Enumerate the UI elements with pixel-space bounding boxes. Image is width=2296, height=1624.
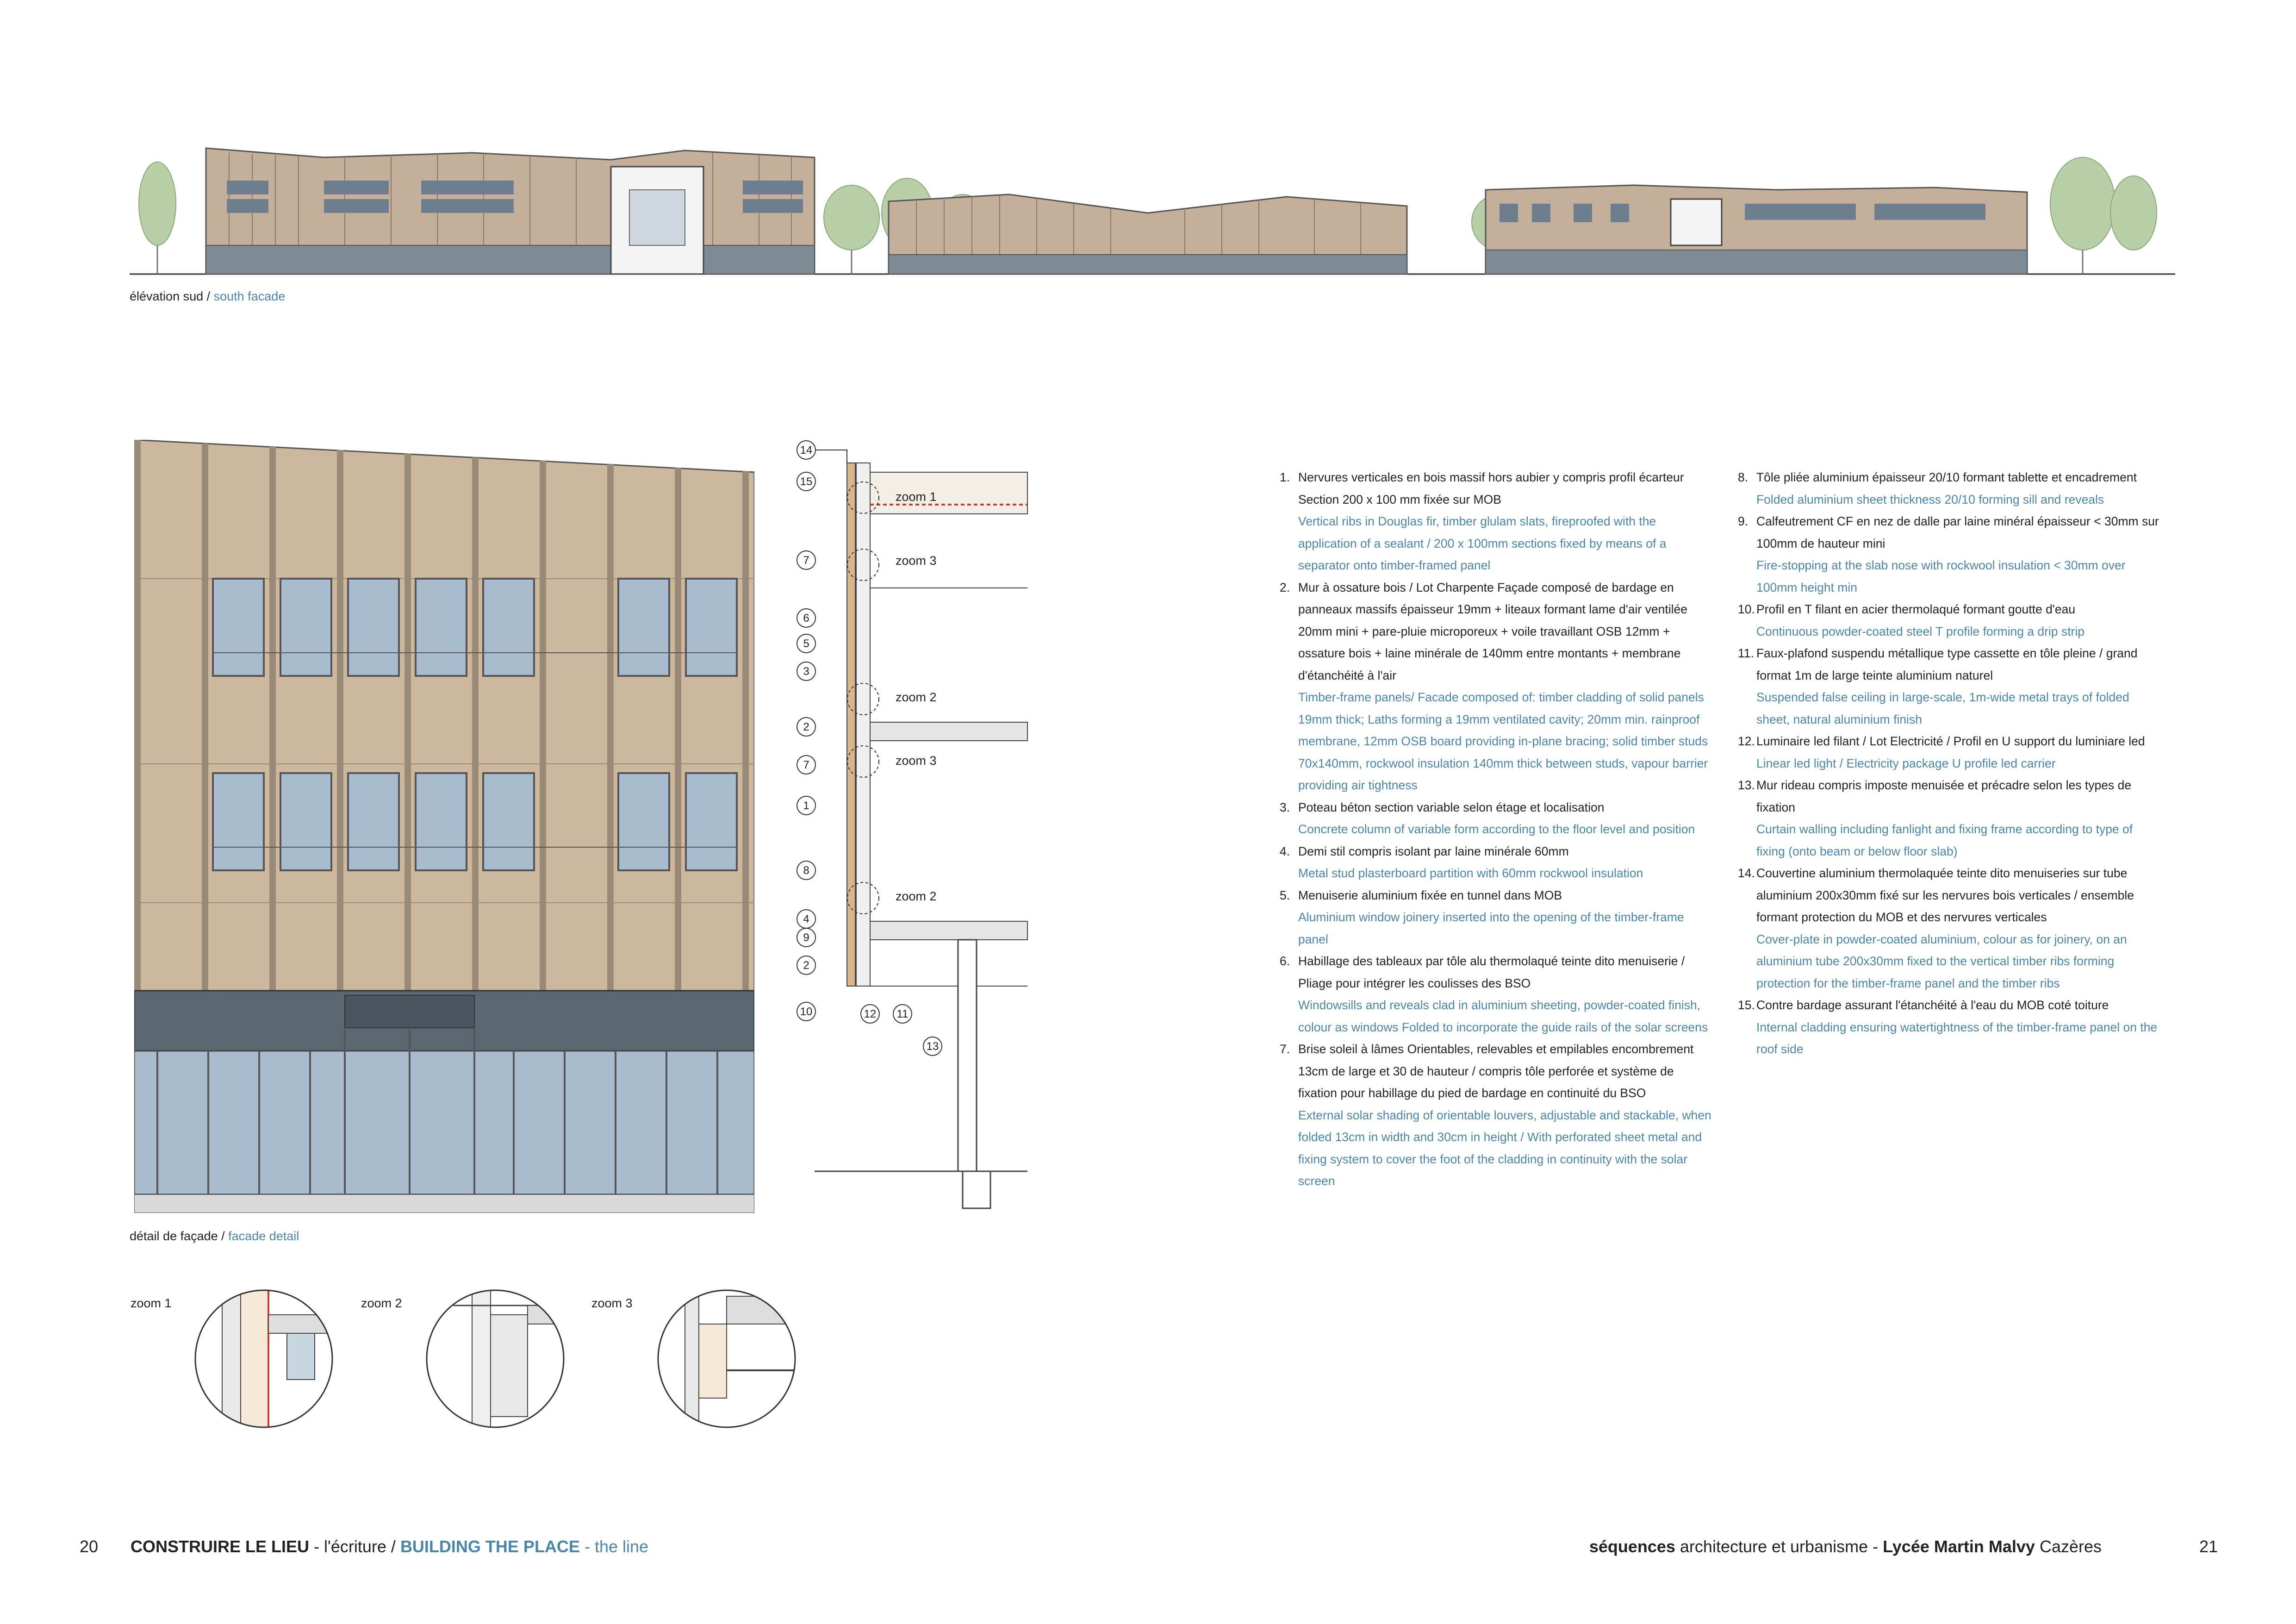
legend-item-10: 10. Profil en T filant en acier thermolaqué formant goutte d'eau Continuous powder-coated steel T profile forming a drip strip: [1738, 602, 2085, 638]
callout-9: 9: [803, 931, 809, 944]
legend-item-1: 1. Nervures verticales en bois massif hors aubier y compris profil écarteur Section 200 x 100 mm fixée sur MOB Vertical ribs in Douglas fir, timber glulam slats, fireproofed with the application of a sealant / 200 x 100mm sections fixed by means of a separator onto timber-framed panel: [1280, 470, 1684, 572]
south-elevation-drawing: [130, 139, 2175, 278]
legend-item-13: 13. Mur rideau compris imposte menuisée et précadre selon les types de fixation Curtain walling including fanlight and fixing frame according to type of fixing (onto beam or below floor slab): [1738, 778, 2133, 858]
callout-3: 3: [803, 665, 809, 678]
callout-7a: 7: [803, 554, 809, 567]
page-number-left: 20: [80, 1537, 99, 1556]
legend-right: [1738, 467, 2164, 1061]
legend-item-5: 5. Menuiserie aluminium fixée en tunnel dans MOB Aluminium window joinery inserted into the opening of the timber-frame panel: [1280, 888, 1684, 946]
footer-title-en-rest: - the line: [579, 1537, 649, 1556]
zoom-tag-3a: zoom 3: [896, 554, 937, 568]
legend-item-9: 9. Calfeutrement CF en nez de dalle par laine minéral épaisseur < 30mm sur 100mm de hauteur mini Fire-stopping at the slab nose with rockwool insulation < 30mm over 100mm height min: [1738, 514, 2159, 594]
legend-item-4: 4. Demi stil compris isolant par laine minérale 60mm Metal stud plasterboard partition with 60mm rockwool insulation: [1280, 844, 1643, 880]
callout-6: 6: [803, 612, 809, 625]
footer-project-bold: Lycée Martin Malvy: [1883, 1537, 2035, 1556]
callout-8: 8: [803, 864, 809, 877]
legend-left: [1280, 467, 1712, 1193]
elevation-caption: [130, 289, 285, 304]
zoom-tag-2a: zoom 2: [896, 690, 937, 704]
callout-7b: 7: [803, 759, 809, 771]
zoom-3-label: zoom 3: [591, 1296, 633, 1310]
footer-title-fr-rest: - l'écriture /: [309, 1537, 400, 1556]
legend-item-3: 3. Poteau béton section variable selon étage et localisation Concrete column of variable form according to the floor level and position: [1280, 800, 1695, 836]
callout-2a: 2: [803, 721, 809, 733]
footer-firm: [1589, 1537, 2102, 1556]
legend-item-11: 11. Faux-plafond suspendu métallique type cassette en tôle pleine / grand format 1m de large teinte aluminium naturel Suspended false ceiling in large-scale, 1m-wide metal trays of folded sheet, natural aluminium finish: [1738, 646, 2138, 726]
elevation-caption-fr: élévation sud /: [130, 289, 211, 303]
zoom-tag-2b: zoom 2: [896, 889, 937, 903]
zoom-2-label: zoom 2: [361, 1296, 402, 1310]
zoom-details: [194, 1287, 935, 1435]
legend-item-8: 8. Tôle pliée aluminium épaisseur 20/10 formant tablette et encadrement Folded aluminium sheet thickness 20/10 forming sill and reveals: [1738, 470, 2137, 506]
legend-item-6: 6. Habillage des tableaux par tôle alu thermolaqué teinte dito menuiserie / Pliage pour intégrer les coulisses des BSO Windowsills and reveals clad in aluminium sheeting, powder-coated finish, colour as windows Folded to incorporate the guide rails of the solar screens: [1280, 954, 1708, 1034]
footer-title: [131, 1537, 648, 1556]
footer-title-fr-bold: CONSTRUIRE LE LIEU: [131, 1537, 310, 1556]
legend-item-12: 12. Luminaire led filant / Lot Electricité / Profil en U support du luminiare led Linear led light / Electricity package U profile led carrier: [1738, 734, 2145, 770]
zoom-tag-3b: zoom 3: [896, 754, 937, 768]
legend-item-14: 14. Couvertine aluminium thermolaquée teinte dito menuiseries sur tube aluminium 200x30mm fixé sur les nervures bois verticales / ensemble formant protection du MOB et des nervures verticales Cover-plate in powder-coated aluminium, colour as for joinery, on an aluminium tube 200x30mm fixed to the vertical timber ribs forming protection for the timber-frame panel and the timber ribs: [1738, 866, 2134, 990]
zoom-1-label: zoom 1: [131, 1296, 172, 1310]
facade-detail-drawing: [134, 440, 754, 1213]
facade-detail-caption-fr: détail de façade /: [130, 1229, 225, 1243]
wall-section-drawing: [787, 435, 1037, 1222]
callout-10: 10: [800, 1006, 813, 1018]
footer-title-en-bold: BUILDING THE PLACE: [400, 1537, 580, 1556]
callout-13: 13: [926, 1040, 939, 1053]
callout-1: 1: [803, 800, 809, 812]
facade-detail-caption: [130, 1229, 299, 1243]
page-number-right: 21: [2199, 1537, 2218, 1556]
callout-11: 11: [896, 1008, 908, 1020]
elevation-caption-en: south facade: [210, 289, 286, 303]
footer-project-rest: Cazères: [2035, 1537, 2102, 1556]
callout-15: 15: [800, 475, 813, 488]
callout-12: 12: [864, 1008, 877, 1020]
legend-item-7: 7. Brise soleil à lâmes Orientables, relevables et empilables encombrement 13cm de large et 30 de hauteur / compris tôle perforée et système de fixation pour habillage du pied de bardage en continuité du BSO External solar shading of orientable louvers, adjustable and stackable, when folded 13cm in width and 30cm in height / With perforated sheet metal and fixing system to cover the foot of the cladding in continuity with the solar screen: [1280, 1042, 1711, 1188]
callout-4: 4: [803, 913, 809, 925]
zoom-tag-1: zoom 1: [896, 490, 937, 504]
legend-item-2: 2. Mur à ossature bois / Lot Charpente Façade composé de bardage en panneaux massifs épaisseur 19mm + liteaux formant lame d'air ventilée 20mm mini + pare-pluie microporeux + voile travaillant OSB 12mm + ossature bois + laine minérale de 140mm entre montants + membrane d'étanchéité à l'air Timber-frame panels/ Facade composed of: timber cladding of solid panels 19mm thick; Laths forming a 19mm ventilated cavity; 20mm min. rainproof membrane, 12mm OSB board providing in-plane bracing; solid timber studs 70x140mm, rockwool insulation 140mm thick between studs, vapour barrier providing air tightness: [1280, 580, 1708, 792]
callout-2b: 2: [803, 959, 809, 972]
footer-firm-rest: architecture et urbanisme -: [1675, 1537, 1883, 1556]
facade-detail-caption-en: facade detail: [224, 1229, 299, 1243]
footer-firm-bold: séquences: [1589, 1537, 1675, 1556]
callout-5: 5: [803, 637, 809, 650]
callout-14: 14: [800, 444, 813, 456]
legend-item-15: 15. Contre bardage assurant l'étanchéité à l'eau du MOB coté toiture Internal cladding ensuring watertightness of the timber-frame panel on the roof side: [1738, 998, 2158, 1056]
